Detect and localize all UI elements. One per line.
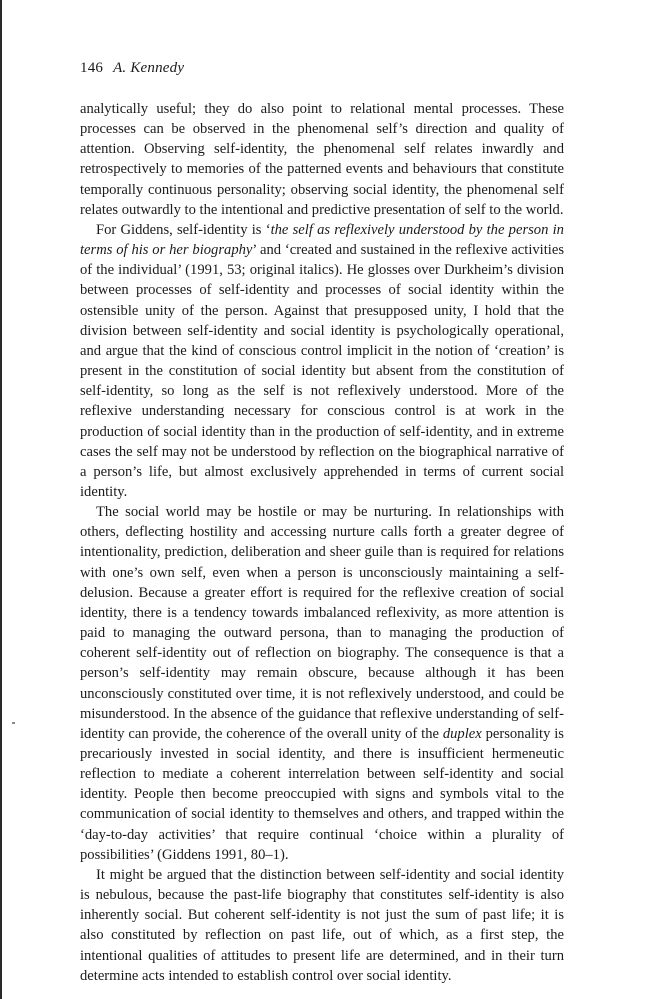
paragraph	[80, 99, 564, 220]
running-header	[80, 60, 184, 77]
paragraph-text: For Giddens, self-identity is ‘	[96, 221, 271, 238]
paragraph	[80, 865, 564, 986]
body-text	[80, 99, 564, 986]
page-edge-rule	[0, 0, 2, 999]
running-author: A. Kennedy	[113, 60, 185, 76]
paragraph-text: The social world may be hostile or may be nurturing. In relationships with others, deflecting hostility and accessing nurture calls forth a greater degree of intentionality, prediction, deliberation and sheer guile than is required for relations with one’s own self, even when a person is unconsciously maintaining a self-delusion. Because a greater effort is required for the reflexive creation of social identity, there is a tendency towards imbalanced reflexivity, as more attention is paid to managing the outward persona, than to managing the production of coherent self-identity out of reflection on biography. The consequence is that a person’s self-identity may remain obscure, because although it has been unconsciously constituted over time, it is not reflexively understood, and could be misunderstood. In the absence of the guidance that reflexive understanding of self-identity can provide, the coherence of the overall unity of the	[80, 504, 564, 742]
paragraph-text: It might be argued that the distinction between self-identity and social identity is nebulous, because the past-life biography that constitutes self-identity is also inherently social. But coherent self-identity is not just the sum of past life; it is also constituted by reflection on past life, out of which, as a first step, the intentional qualities of attitudes to present life are determined, and in their turn determine acts intended to establish control over social identity.	[80, 866, 564, 984]
duplex-italic: duplex	[442, 725, 482, 742]
paragraph	[80, 502, 564, 865]
paragraph	[80, 220, 564, 502]
page-number: 146	[80, 60, 104, 76]
margin-mark	[12, 722, 15, 724]
quoted-definition-italic: the self as reflexively understood by the person in terms of his or her biography	[80, 221, 564, 259]
paragraph-text: ’ and ‘created and sustained in the reflexive activities of the individual’ (1991, 53; original italics). He glosses over Durkheim’s division between processes of self-identity and processes of social identity within the ostensible unity of the person. Against that presupposed unity, I hold that the division between self-identity and social identity is psychologically operational, and argue that the kind of conscious control implicit in the notion of ‘creation’ is present in the constitution of social identity but absent from the constitution of self-identity, so long as the self is not reflexively understood. More of the reflexive understanding necessary for conscious control is at work in the production of social identity than in the production of self-identity, and in extreme cases the self may not be understood by reflection on the biographical narrative of a person’s life, but almost exclusively apprehended in terms of current social identity.	[80, 242, 564, 500]
paragraph-text: analytically useful; they do also point to relational mental processes. These processes can be observed in the phenomenal self’s direction and quality of attention. Observing self-identity, the phenomenal self relates inwardly and retrospectively to memories of the patterned events and behaviours that constitute temporally continuous personality; observing social identity, the phenomenal self relates outwardly to the intentional and predictive presentation of self to the world.	[80, 101, 564, 218]
paragraph-text: personality is precariously invested in social identity, and there is insufficient hermeneutic reflection to mediate a coherent interrelation between self-identity and social identity. People then become preoccupied with signs and symbols vital to the communication of social identity to themselves and others, and trapped within the ‘day-to-day activities’ that require continual ‘choice within a plurality of possibilities’ (Giddens 1991, 80–1).	[80, 725, 564, 863]
